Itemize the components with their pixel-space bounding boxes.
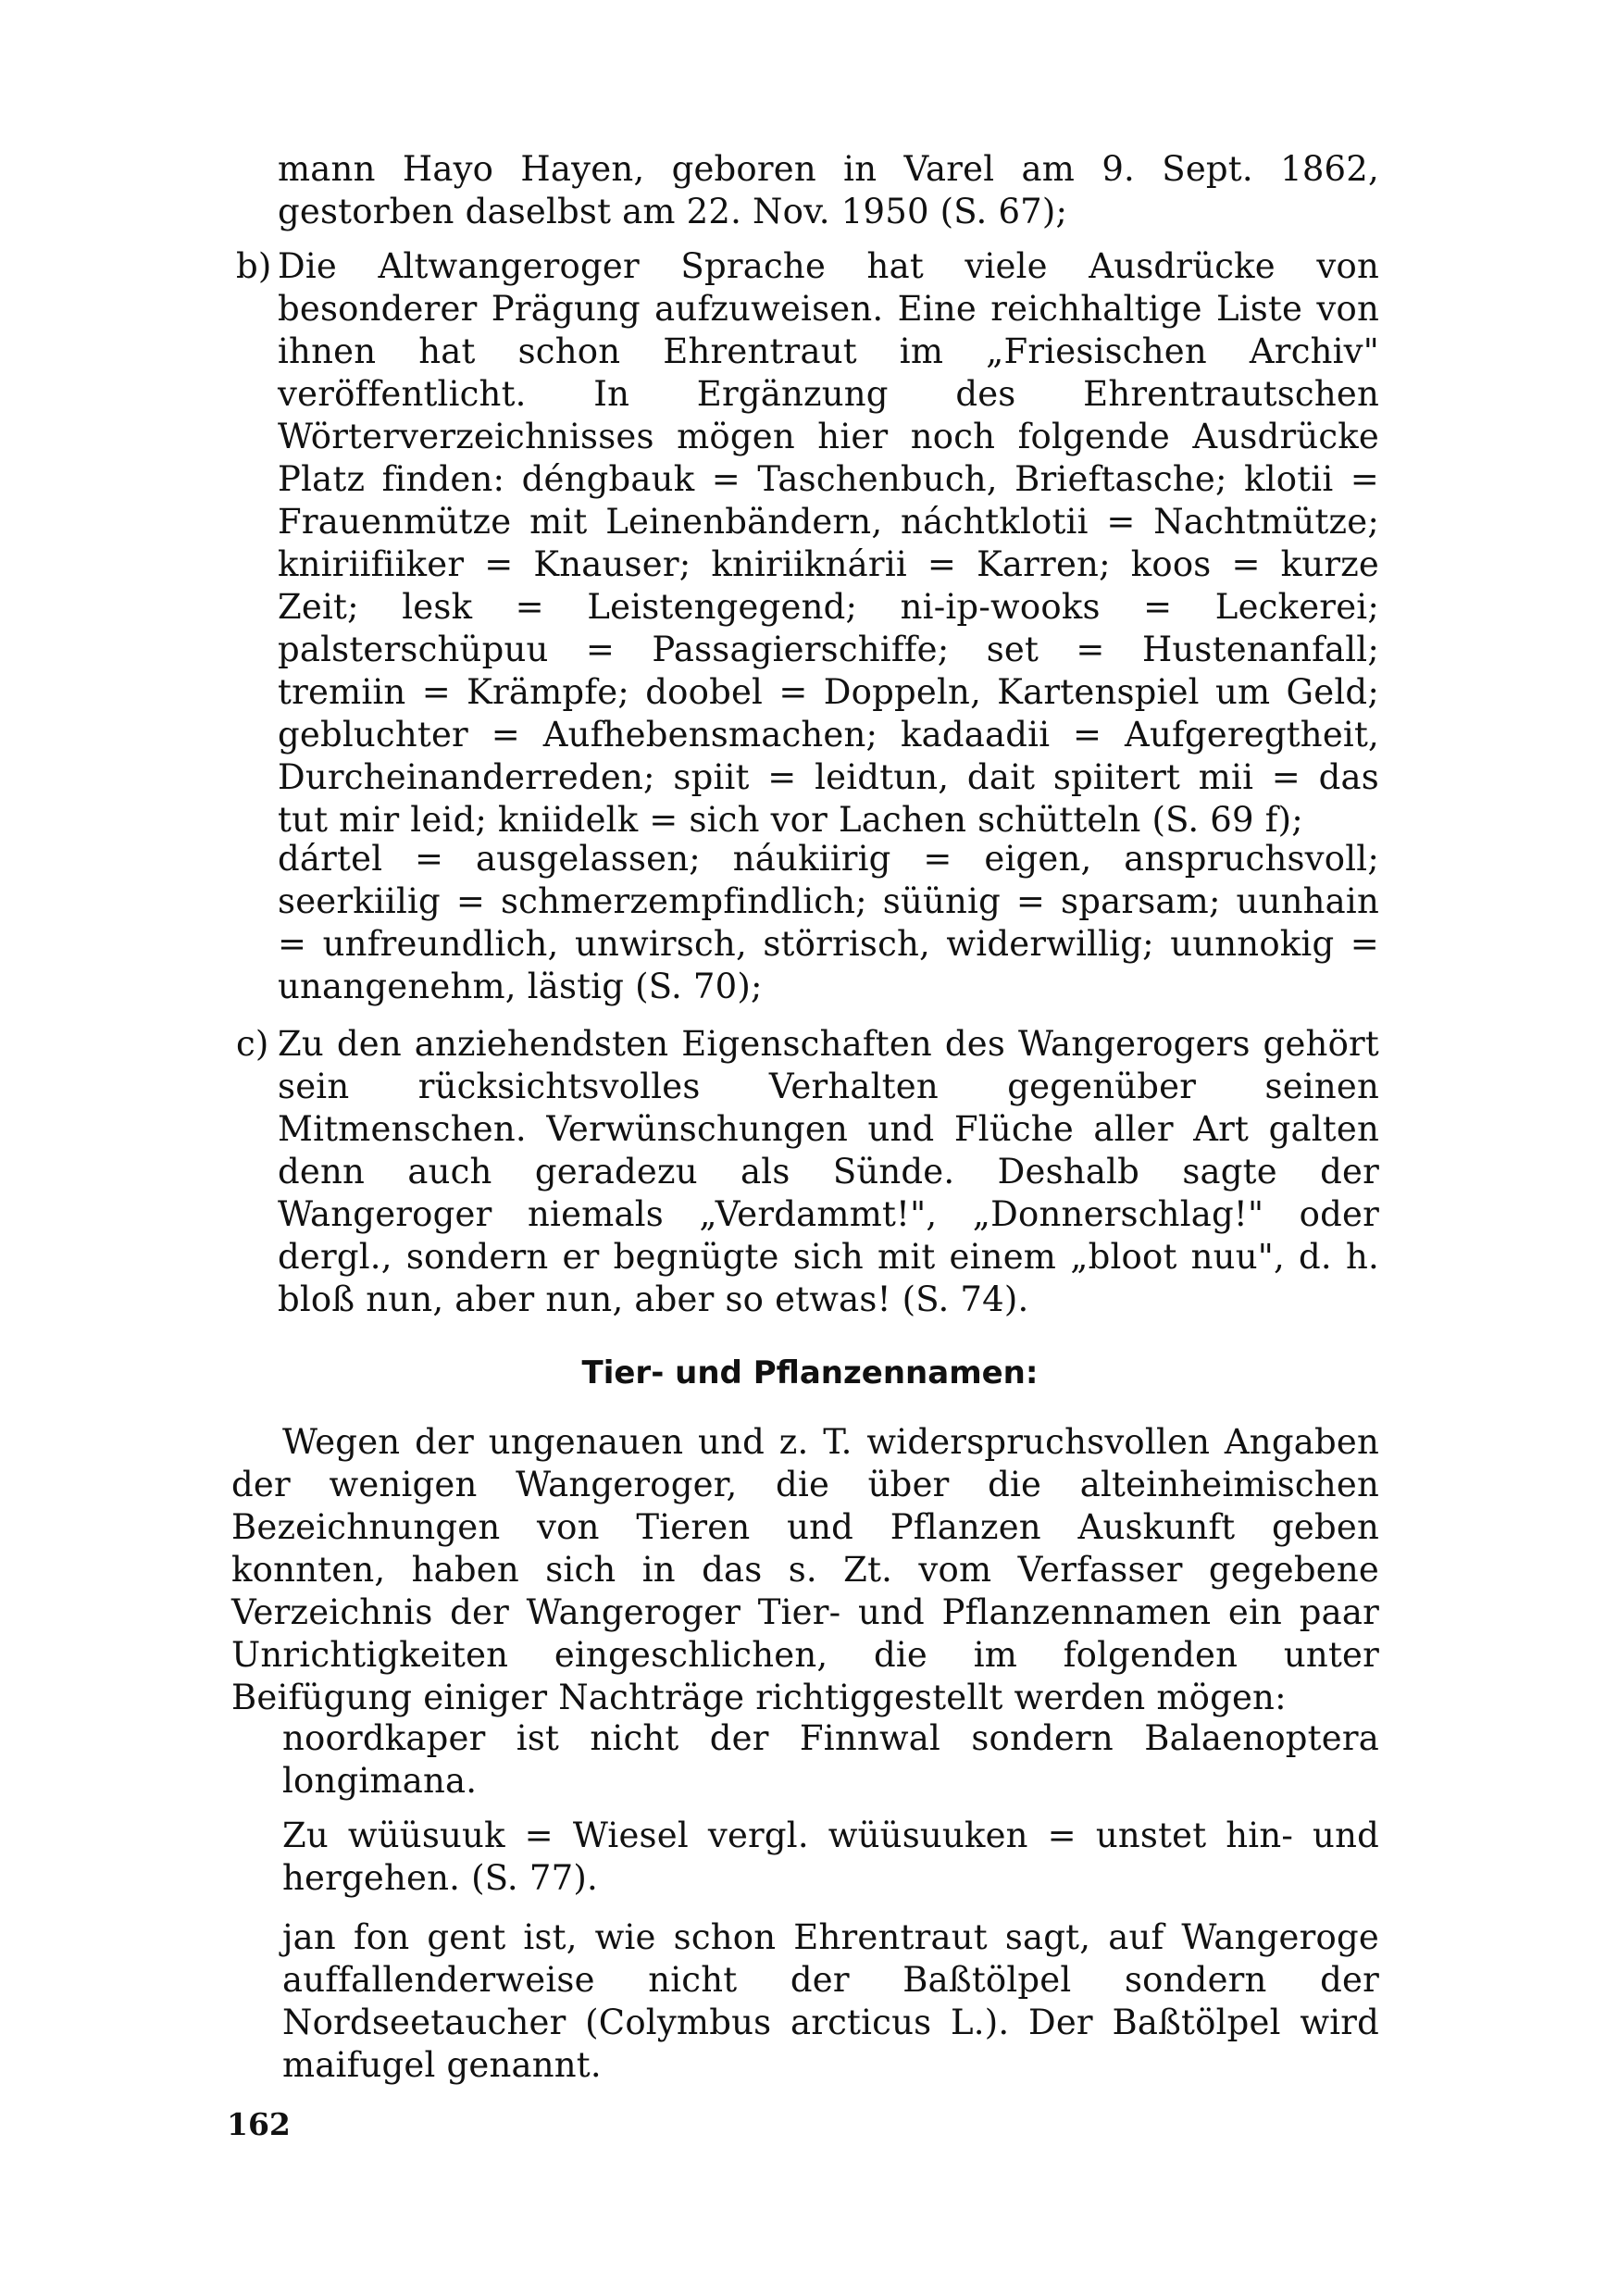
continuation-text: mann Hayo Hayen, geboren in Varel am 9. Sept. 1862, gestorben daselbst am 22. Nov. 1950 (S. 67); <box>278 149 1379 231</box>
section-paragraph: Wegen der ungenauen und z. T. widerspruchsvollen Angaben der wenigen Wangeroger, die über die alteinheimischen Bezeichnungen von Tieren und Pflanzen Auskunft geben konnten, haben sich in das s. Zt. vom Verfasser gegebene Verzeichnis der Wangeroger Tier- und Pflanzennamen ein paar Unrichtigkeiten eingeschlichen, die im folgenden unter Beifügung einiger Nachträge richtiggestellt werden mögen: <box>231 1422 1379 1717</box>
entry-wuusuuk: Zu wüüsuuk = Wiesel vergl. wüüsuuken = unstet hin- und hergehen. (S. 77). <box>282 1816 1379 1898</box>
page-number: 162 <box>227 2106 291 2142</box>
list-item-c-text: Zu den anziehendsten Eigenschaften des Wangerogers gehört sein rücksichtsvolles Verhalten gegenüber seinen Mitmenschen. Verwünschungen und Flüche aller Art galten denn auch geradezu als Sünde. Deshalb sagte der Wangeroger niemals „Verdammt!", „Donnerschlag!" oder dergl., sondern er begnügte sich mit einem „bloot nuu", d. h. bloß nun, aber nun, aber so etwas! (S. 74). <box>278 1024 1379 1319</box>
list-marker-b: b) <box>236 246 272 286</box>
list-marker-c: c) <box>236 1024 269 1064</box>
section-heading: Tier- und Pflanzennamen: <box>581 1354 1039 1391</box>
entry-noordkaper: noordkaper ist nicht der Finnwal sondern Balaenoptera longimana. <box>282 1718 1379 1801</box>
entry-jan-fon-gent: jan fon gent ist, wie schon Ehrentraut sagt, auf Wangeroge auffallenderweise nicht der Baßtölpel sondern der Nordseetaucher (Colymbus arcticus L.). Der Baßtölpel wird maifugel genannt. <box>282 1917 1379 2085</box>
list-item-b-text: Die Altwangeroger Sprache hat viele Ausdrücke von besonderer Prägung aufzuweisen. Eine reichhaltige Liste von ihnen hat schon Ehrentraut im „Friesischen Archiv" veröffentlicht. In Ergänzung des Ehrentrautschen Wörterverzeichnisses mögen hier noch folgende Ausdrücke Platz finden: déngbauk = Taschenbuch, Brieftasche; klotii = Frauenmütze mit Leinenbändern, náchtklotii = Nachtmütze; kniriifiiker = Knauser; kniriiknárii = Karren; koos = kurze Zeit; lesk = Leistengegend; ni-ip-wooks = Leckerei; palsterschüpuu = Passagierschiffe; set = Hustenanfall; tremiin = Krämpfe; doobel = Doppeln, Kartenspiel um Geld; gebluchter = Aufhebensmachen; kadaadii = Aufgeregtheit, Durcheinanderreden; spiit = leidtun, dait spiitert mii = das tut mir leid; kniidelk = sich vor Lachen schütteln (S. 69 f); <box>278 246 1379 840</box>
list-item-b-continuation: dártel = ausgelassen; náukiirig = eigen, anspruchsvoll; seerkiilig = schmerzempfindlich; süünig = sparsam; uunhain = unfreundlich, unwirsch, störrisch, widerwillig; uunnokig = unangenehm, lästig (S. 70); <box>278 839 1379 1006</box>
